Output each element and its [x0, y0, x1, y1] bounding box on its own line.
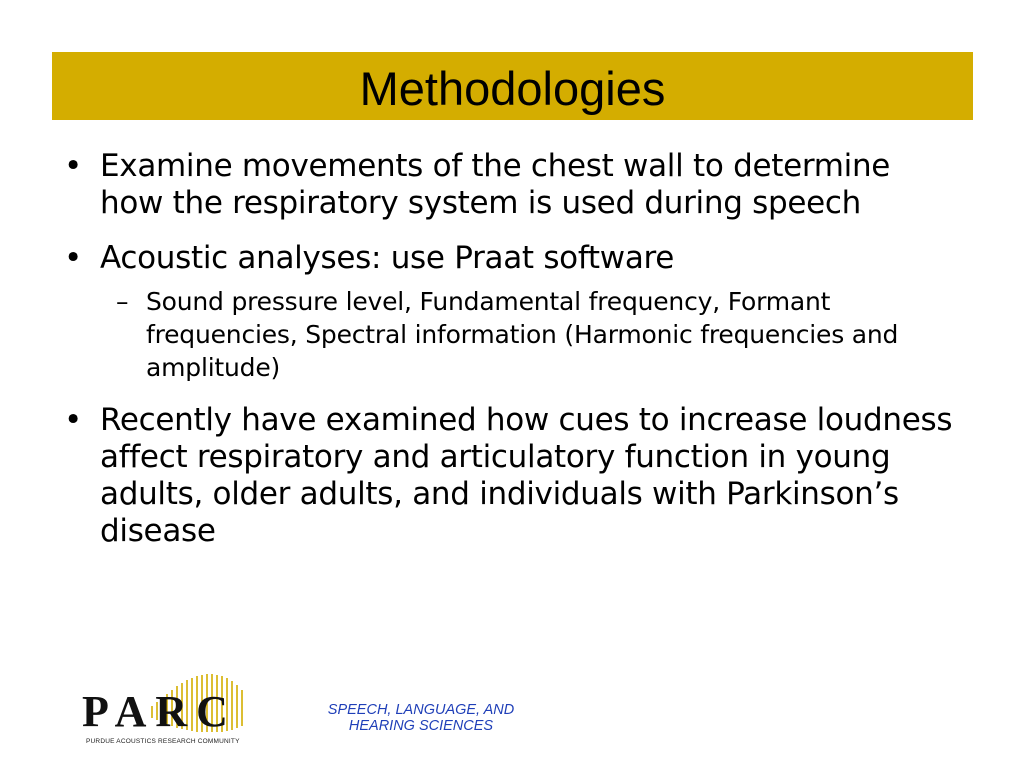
sub-bullet-text: Sound pressure level, Fundamental frequency, Formant frequencies, Spectral information (Harmonic frequencies and amplitude): [146, 287, 899, 382]
bullet-item: [62, 402, 962, 550]
bullet-item: [62, 148, 962, 222]
bullet-list: [62, 148, 962, 550]
bullet-marker: •: [64, 402, 82, 438]
bullet-marker: •: [64, 240, 82, 276]
slide-title: Methodologies: [359, 61, 666, 115]
logo-caption: PURDUE ACOUSTICS RESEARCH COMMUNITY: [86, 738, 240, 745]
title-bar: [52, 52, 973, 120]
bullet-text: Examine movements of the chest wall to determine how the respiratory system is used during speech: [100, 148, 891, 221]
bullet-text: Recently have examined how cues to increase loudness affect respiratory and articulatory function in young adults, older adults, and individuals with Parkinson’s disease: [100, 402, 953, 549]
sub-bullet-item: [62, 285, 962, 384]
bullet-text: Acoustic analyses: use Praat software: [100, 240, 675, 276]
department-line-2: HEARING SCIENCES: [348, 718, 494, 734]
sub-bullet-marker: –: [116, 287, 129, 316]
parc-logo: [82, 672, 244, 748]
bullet-marker: •: [64, 148, 82, 184]
logo-wordmark: PARC: [82, 687, 237, 736]
department-name: [306, 702, 536, 734]
bullet-item: [62, 240, 962, 277]
department-line-1: SPEECH, LANGUAGE, AND: [327, 702, 515, 718]
